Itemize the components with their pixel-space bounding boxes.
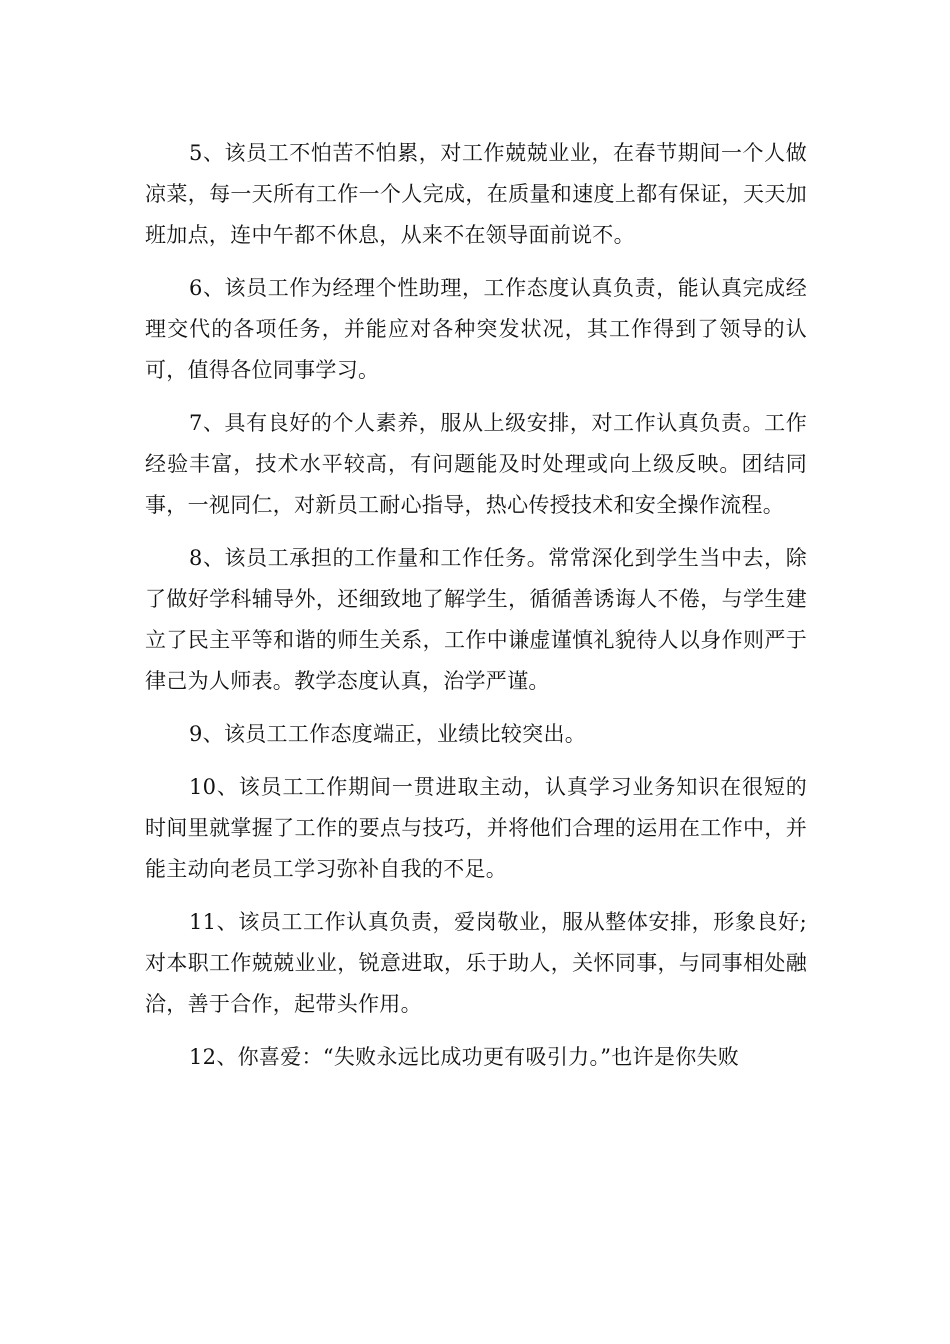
paragraph-item-11: 11、该员工工作认真负责，爱岗敬业，服从整体安排，形象良好;对本职工作兢兢业业，锐意进取，乐于助人，关怀同事，与同事相处融洽，善于合作，起带头作用。 [145, 910, 807, 1016]
paragraph-item-8: 8、该员工承担的工作量和工作任务。常常深化到学生当中去，除了做好学科辅导外，还细致地了解学生，循循善诱诲人不倦，与学生建立了民主平等和谐的师生关系，工作中谦虚谨慎礼貌待人以身作则严于律己为人师表。教学态度认真，治学严谨。 [145, 546, 807, 693]
paragraph-item-12: 12、你喜爱：“失败永远比成功更有吸引力。”也许是你失败 [189, 1045, 740, 1069]
paragraph-item-10: 10、该员工工作期间一贯进取主动，认真学习业务知识在很短的时间里就掌握了工作的要点与技巧，并将他们合理的运用在工作中，并能主动向老员工学习弥补自我的不足。 [145, 775, 807, 881]
paragraph-item-5: 5、该员工不怕苦不怕累，对工作兢兢业业，在春节期间一个人做凉菜，每一天所有工作一个人完成，在质量和速度上都有保证，天天加班加点，连中午都不休息，从来不在领导面前说不。 [145, 141, 807, 247]
paragraph-item-7: 7、具有良好的个人素养，服从上级安排，对工作认真负责。工作经验丰富，技术水平较高，有问题能及时处理或向上级反映。团结同事，一视同仁，对新员工耐心指导，热心传授技术和安全操作流程。 [145, 411, 807, 517]
paragraph-item-6: 6、该员工作为经理个性助理，工作态度认真负责，能认真完成经理交代的各项任务，并能应对各种突发状况，其工作得到了领导的认可，值得各位同事学习。 [145, 276, 807, 382]
paragraph-item-9: 9、该员工工作态度端正，业绩比较突出。 [189, 722, 587, 746]
document-body [145, 133, 807, 1090]
